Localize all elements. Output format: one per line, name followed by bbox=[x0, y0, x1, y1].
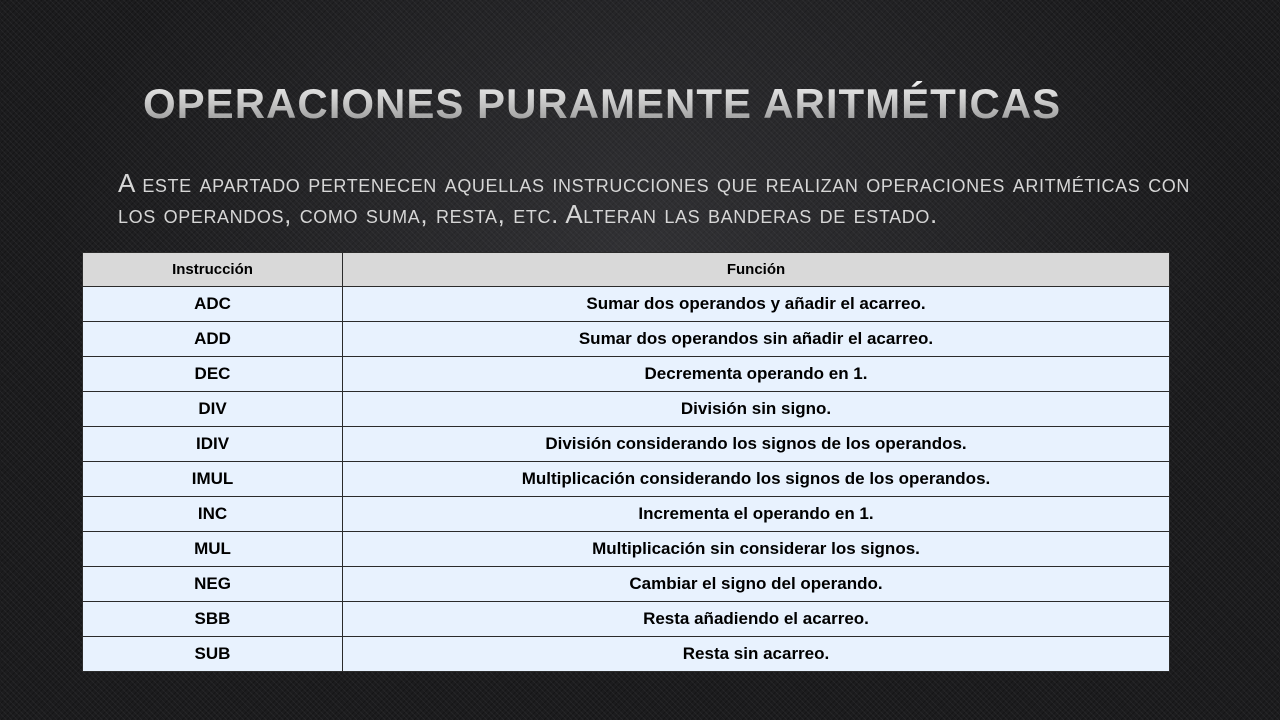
function-cell: Sumar dos operandos sin añadir el acarreo. bbox=[343, 322, 1170, 357]
function-cell: Resta sin acarreo. bbox=[343, 637, 1170, 672]
instruction-cell: MUL bbox=[83, 532, 343, 567]
function-cell: Incrementa el operando en 1. bbox=[343, 497, 1170, 532]
instruction-cell: ADD bbox=[83, 322, 343, 357]
table-row bbox=[83, 567, 1170, 602]
function-cell: Multiplicación sin considerar los signos. bbox=[343, 532, 1170, 567]
function-cell: Decrementa operando en 1. bbox=[343, 357, 1170, 392]
instruction-cell: SBB bbox=[83, 602, 343, 637]
function-cell: Cambiar el signo del operando. bbox=[343, 567, 1170, 602]
instruction-cell: IDIV bbox=[83, 427, 343, 462]
function-cell: Sumar dos operandos y añadir el acarreo. bbox=[343, 287, 1170, 322]
table-row bbox=[83, 462, 1170, 497]
instruction-cell: IMUL bbox=[83, 462, 343, 497]
table-row bbox=[83, 637, 1170, 672]
slide-subtitle: A este apartado pertenecen aquellas instrucciones que realizan operaciones aritméticas con los operandos, como suma, resta, etc. Alteran las banderas de estado. bbox=[118, 168, 1190, 229]
function-cell: Multiplicación considerando los signos de los operandos. bbox=[343, 462, 1170, 497]
instruction-cell: NEG bbox=[83, 567, 343, 602]
table-row bbox=[83, 287, 1170, 322]
table-row bbox=[83, 357, 1170, 392]
table-row bbox=[83, 602, 1170, 637]
instruction-cell: ADC bbox=[83, 287, 343, 322]
slide-title: OPERACIONES PURAMENTE ARITMÉTICAS bbox=[143, 80, 1193, 128]
function-cell: Resta añadiendo el acarreo. bbox=[343, 602, 1170, 637]
table-row bbox=[83, 322, 1170, 357]
header-funcion: Función bbox=[343, 253, 1170, 287]
instruction-cell: INC bbox=[83, 497, 343, 532]
function-cell: División considerando los signos de los operandos. bbox=[343, 427, 1170, 462]
function-cell: División sin signo. bbox=[343, 392, 1170, 427]
table-row bbox=[83, 392, 1170, 427]
instruction-cell: DIV bbox=[83, 392, 343, 427]
table-header-row bbox=[83, 253, 1170, 287]
instruction-cell: SUB bbox=[83, 637, 343, 672]
instructions-table bbox=[82, 252, 1170, 672]
header-instruccion: Instrucción bbox=[83, 253, 343, 287]
instruction-cell: DEC bbox=[83, 357, 343, 392]
table-row bbox=[83, 427, 1170, 462]
table-row bbox=[83, 532, 1170, 567]
table-row bbox=[83, 497, 1170, 532]
